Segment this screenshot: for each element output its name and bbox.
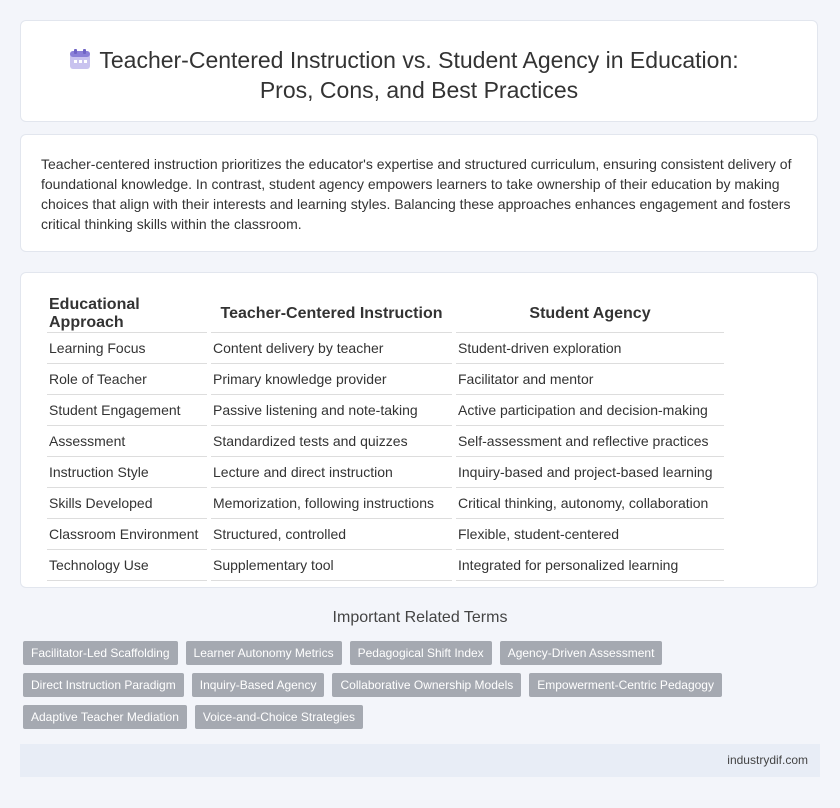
column-header-approach: Educational Approach (47, 296, 207, 333)
table-cell: Classroom Environment (47, 519, 207, 550)
table-cell: Technology Use (47, 550, 207, 581)
table-cell: Instruction Style (47, 457, 207, 488)
related-term-tag[interactable]: Collaborative Ownership Models (332, 673, 521, 697)
column-header-student-agency: Student Agency (456, 296, 724, 333)
table-cell: Assessment (47, 426, 207, 457)
table-cell: Supplementary tool (211, 550, 452, 581)
column-header-teacher-centered: Teacher-Centered Instruction (211, 296, 452, 333)
table-cell: Standardized tests and quizzes (211, 426, 452, 457)
table-cell: Skills Developed (47, 488, 207, 519)
table-cell: Student-driven exploration (456, 333, 724, 364)
table-cell: Facilitator and mentor (456, 364, 724, 395)
table-cell: Self-assessment and reflective practices (456, 426, 724, 457)
related-term-tag[interactable]: Empowerment-Centric Pedagogy (529, 673, 722, 697)
table-cell: Flexible, student-centered (456, 519, 724, 550)
footer-site-link[interactable]: industrydif.com (727, 753, 808, 767)
table-cell: Role of Teacher (47, 364, 207, 395)
table-cell: Primary knowledge provider (211, 364, 452, 395)
related-term-tag[interactable]: Learner Autonomy Metrics (186, 641, 342, 665)
table-row (47, 395, 724, 426)
table-cell: Content delivery by teacher (211, 333, 452, 364)
related-term-tag[interactable]: Inquiry-Based Agency (192, 673, 325, 697)
table-row (47, 457, 724, 488)
related-term-tag[interactable]: Adaptive Teacher Mediation (23, 705, 187, 729)
table-row (47, 550, 724, 581)
table-cell: Passive listening and note-taking (211, 395, 452, 426)
table-row (47, 488, 724, 519)
page-title (21, 45, 817, 105)
table-row (47, 426, 724, 457)
table-cell: Student Engagement (47, 395, 207, 426)
footer (20, 744, 820, 777)
table-header-row (47, 296, 724, 333)
table-cell: Integrated for personalized learning (456, 550, 724, 581)
table-row (47, 364, 724, 395)
intro-card (20, 134, 818, 252)
related-term-tag[interactable]: Direct Instruction Paradigm (23, 673, 184, 697)
related-term-tag[interactable]: Facilitator-Led Scaffolding (23, 641, 178, 665)
table-cell: Active participation and decision-making (456, 395, 724, 426)
related-terms-title: Important Related Terms (332, 609, 508, 626)
page-title-line-2: Pros, Cons, and Best Practices (259, 77, 579, 103)
table-cell: Lecture and direct instruction (211, 457, 452, 488)
table-row (47, 519, 724, 550)
page-title-line-1: Teacher-Centered Instruction vs. Student Agency in Education: (99, 47, 739, 73)
table-cell: Memorization, following instructions (211, 488, 452, 519)
table-cell: Learning Focus (47, 333, 207, 364)
table-row (47, 333, 724, 364)
related-term-tag[interactable]: Agency-Driven Assessment (500, 641, 663, 665)
header-card (20, 20, 818, 122)
table-cell: Inquiry-based and project-based learning (456, 457, 724, 488)
table-cell: Structured, controlled (211, 519, 452, 550)
related-terms-list (23, 641, 743, 729)
table-cell: Critical thinking, autonomy, collaboration (456, 488, 724, 519)
related-term-tag[interactable]: Pedagogical Shift Index (350, 641, 492, 665)
related-term-tag[interactable]: Voice-and-Choice Strategies (195, 705, 363, 729)
intro-text: Teacher-centered instruction prioritizes the educator's expertise and structured curriculum, ensuring consistent delivery of foundational knowledge. In contrast, student agency empowers learners to take ownership of their education by making choices that align with their interests and learning styles. Balancing these approaches enhances engagement and fosters critical thinking skills within the classroom. (41, 156, 792, 232)
comparison-table-card (20, 272, 818, 588)
comparison-table (43, 296, 728, 581)
